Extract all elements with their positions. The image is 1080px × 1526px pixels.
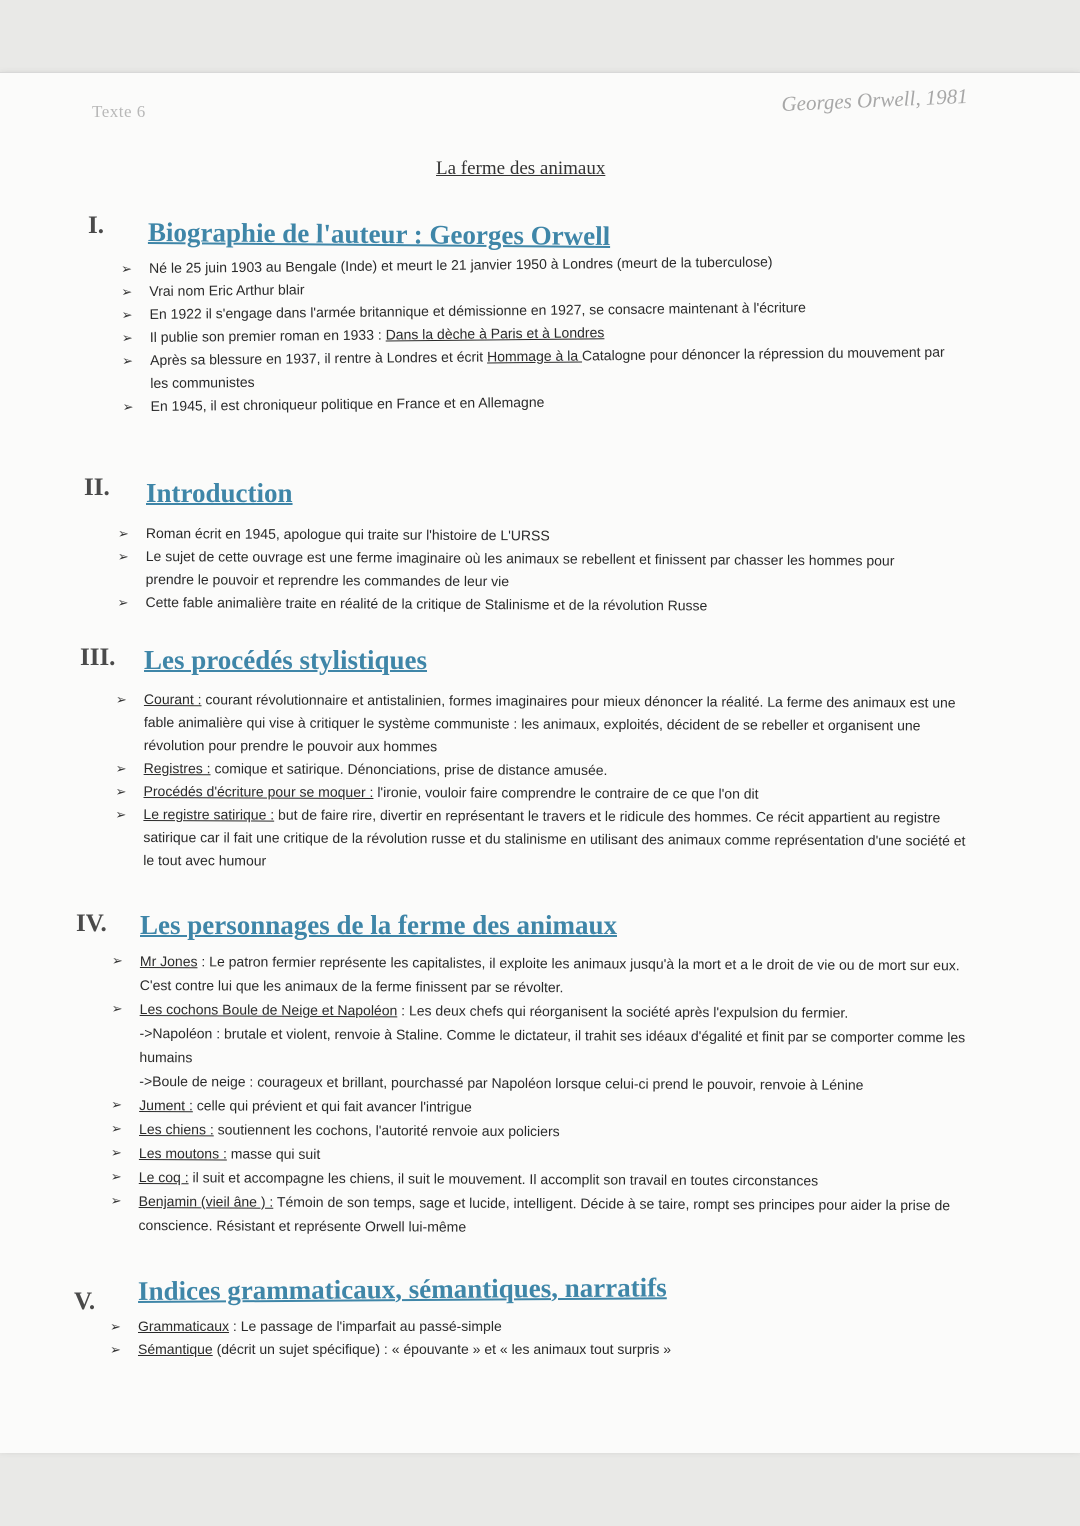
list-item: ➢ Les cochons Boule de Neige et Napoléon : Les deux chefs qui réorganisent la société après l'expulsion du fermier. ->Napoléon : brutale et violent, renvoie à Staline. Comme le dictateur, il trahit ses idéaux d'égalité et finit par se comporter comme les humains ->Boule de neige : courageux et brillant, pourchassé par Napoléon lorsque celui-ci prend le pouvoir, renvoie à Lénine (139, 997, 979, 1097)
list-item: ➢ Mr Jones : Le patron fermier représente les capitalistes, il exploite les animaux jusqu'à la mort et a le droit de vie ou de mort sur eux. C'est contre lui que les animaux de la ferme finissent par se révolter. (140, 949, 980, 1001)
list-item: ➢ Sémantique (décrit un sujet spécifique) : « épouvante » et « les animaux tout surpris » (138, 1338, 958, 1361)
bullet-arrow-icon: ➢ (115, 783, 127, 799)
section-3-list (115, 688, 970, 876)
bullet-arrow-icon: ➢ (110, 1319, 121, 1334)
bullet-arrow-icon: ➢ (122, 399, 134, 415)
sub-note-boule-de-neige: ->Boule de neige : courageux et brillant, pourchassé par Napoléon lorsque celui-ci prend le pouvoir, renvoie à Lénine (139, 1072, 864, 1093)
section-1-numeral: I. (88, 212, 104, 239)
sub-note-napoleon: ->Napoléon : brutale et violent, renvoie à Staline. Comme le dictateur, il trahit ses idéaux d'égalité et finit par se comporter comme les humains (139, 1024, 966, 1066)
bullet-arrow-icon: ➢ (111, 1120, 123, 1136)
bullet-arrow-icon: ➢ (122, 353, 134, 369)
section-2-numeral: II. (84, 474, 110, 501)
bullet-arrow-icon: ➢ (115, 691, 127, 707)
character-name: Les chiens : (139, 1120, 214, 1138)
author-date-label: Georges Orwell, 1981 (780, 83, 969, 117)
list-item: ➢ Les chiens : soutiennent les cochons, l'autorité renvoie aux policiers (139, 1117, 979, 1145)
character-name: Le coq : (138, 1168, 189, 1186)
bullet-arrow-icon: ➢ (111, 1000, 123, 1016)
term-label: Procédés d'écriture pour se moquer : (143, 782, 374, 801)
section-3-numeral: III. (80, 644, 116, 671)
list-item: ➢ En 1945, il est chroniqueur politique en France et en Allemagne (150, 387, 950, 418)
bullet-arrow-icon: ➢ (121, 330, 133, 346)
section-3-heading: Les procédés stylistiques (144, 645, 428, 675)
list-item: ➢ En 1922 il s'engage dans l'armée britannique et démissionne en 1927, se consacre maintenant à l'écriture (149, 295, 949, 326)
bullet-arrow-icon: ➢ (121, 284, 133, 300)
list-item: ➢ Le sujet de cette ouvrage est une ferme imaginaire où les animaux se rebellent et finissent par chasser les hommes pour prendre le pouvoir et reprendre les commandes de leur vie (146, 545, 946, 596)
term-label: Sémantique (138, 1341, 213, 1357)
list-item: ➢ Le coq : il suit et accompagne les chiens, il suit le mouvement. Il accomplit son travail en toutes circonstances (139, 1165, 979, 1193)
book-title-link: Dans la dèche à Paris et à Londres (385, 324, 605, 343)
document-title: La ferme des animaux (436, 158, 606, 179)
list-item: ➢ Jument : celle qui prévient et qui fait avancer l'intrigue (139, 1093, 979, 1121)
bullet-arrow-icon: ➢ (110, 1342, 121, 1357)
section-5-list (110, 1315, 958, 1361)
list-item: ➢ Les moutons : masse qui suit (139, 1141, 979, 1169)
section-5-numeral: V. (74, 1288, 96, 1315)
list-item: ➢ Né le 25 juin 1903 au Bengale (Inde) et meurt le 21 janvier 1950 à Londres (meurt de la tuberculose) (149, 249, 949, 280)
list-item: ➢ Registres : comique et satirique. Dénonciations, prise de distance amusée. (144, 757, 970, 784)
text-number-label: Texte 6 (92, 102, 146, 121)
list-item: ➢ Courant : courant révolutionnaire et antistalinien, formes imaginaires pour mieux dénoncer la réalité. La ferme des animaux est une fable animalière qui vise à critiquer le système communiste : les animaux, exploités, décident de se rebeller et organisent une révolution pour prendre le pouvoir aux hommes (144, 688, 970, 761)
bullet-arrow-icon: ➢ (110, 1192, 122, 1208)
section-5-heading: Indices grammaticaux, sémantiques, narratifs (137, 1272, 667, 1306)
section-2-list (117, 522, 946, 619)
bullet-arrow-icon: ➢ (110, 1168, 122, 1184)
section-4-heading: Les personnages de la ferme des animaux (140, 910, 617, 940)
bullet-arrow-icon: ➢ (121, 307, 133, 323)
list-item: ➢ Grammaticaux : Le passage de l'imparfait au passé-simple (138, 1315, 958, 1338)
section-1-list (121, 249, 951, 418)
bullet-arrow-icon: ➢ (110, 1144, 122, 1160)
list-item: ➢ Roman écrit en 1945, apologue qui traite sur l'histoire de L'URSS (146, 522, 946, 550)
list-item: ➢ Le registre satirique : but de faire rire, divertir en représentant le travers et le ridicule des hommes. Ce récit appartient au registre satirique car il fait une critique de la révolution russe et du stalinisme en utilisant des animaux comme représentation d'une société et le tout avec humour (143, 803, 969, 876)
section-4-numeral: IV. (76, 910, 107, 937)
character-name: Jument : (139, 1096, 193, 1114)
term-label: Grammaticaux (138, 1318, 230, 1334)
character-name: Benjamin (vieil âne ) : (138, 1192, 274, 1210)
character-name: Les cochons Boule de Neige et Napoléon (139, 1000, 398, 1019)
bullet-arrow-icon: ➢ (121, 261, 133, 277)
section-4-list (110, 949, 979, 1241)
bullet-arrow-icon: ➢ (115, 806, 127, 822)
bullet-arrow-icon: ➢ (117, 525, 129, 541)
bullet-arrow-icon: ➢ (111, 952, 123, 968)
section-1-heading: Biographie de l'auteur : Georges Orwell (147, 217, 611, 252)
list-item: ➢ Il publie son premier roman en 1933 : Dans la dèche à Paris et à Londres (150, 318, 950, 349)
term-label: Le registre satirique : (143, 805, 275, 823)
bullet-arrow-icon: ➢ (111, 1096, 123, 1112)
list-item: ➢ Procédés d'écriture pour se moquer : l'ironie, vouloir faire comprendre le contraire de ce que l'on dit (143, 780, 969, 807)
list-item: ➢ Après sa blessure en 1937, il rentre à Londres et écrit Hommage à la Catalogne pour dénoncer la répression du mouvement par les communistes (122, 343, 945, 391)
bullet-arrow-icon: ➢ (117, 548, 129, 564)
list-item: ➢ Benjamin (vieil âne ) : Témoin de son temps, sage et lucide, intelligent. Décide à se taire, rompt ses principes pour aider la prise de conscience. Résistant et représente Orwell lui-même (138, 1189, 978, 1241)
list-item: ➢ Vrai nom Eric Arthur blair (149, 272, 949, 303)
character-name: Mr Jones (139, 952, 198, 970)
book-title-link: Hommage à la (486, 347, 583, 365)
character-name: Les moutons : (138, 1144, 227, 1162)
term-label: Courant : (143, 691, 202, 708)
bullet-arrow-icon: ➢ (117, 594, 129, 610)
bullet-arrow-icon: ➢ (115, 760, 127, 776)
section-2-heading: Introduction (146, 478, 293, 508)
term-label: Registres : (143, 759, 211, 777)
list-item: ➢ Cette fable animalière traite en réalité de la critique de Stalinisme et de la révolution Russe (145, 591, 945, 619)
